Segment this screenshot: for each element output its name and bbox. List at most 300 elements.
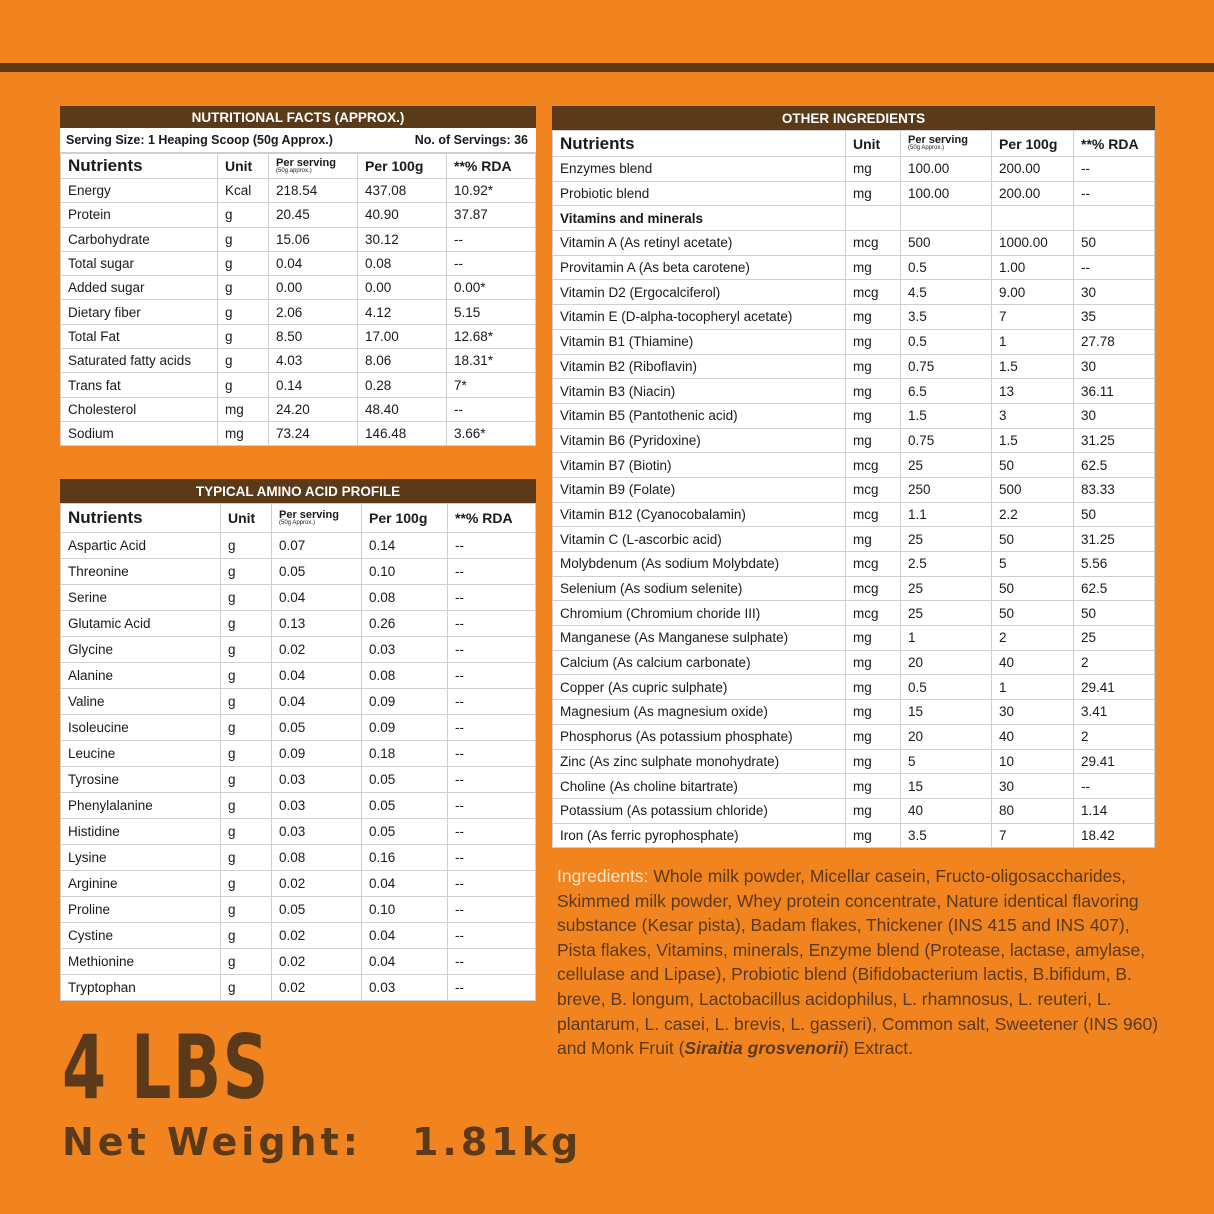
table-row: [553, 749, 1155, 774]
table-row: [553, 329, 1155, 354]
col-rda: **% RDA: [1074, 131, 1155, 157]
unit: g: [221, 689, 272, 715]
per-serving: 3.5: [901, 823, 992, 848]
nutrient-name: Vitamin B12 (Cyanocobalamin): [553, 502, 846, 527]
per-100g: [992, 206, 1074, 231]
unit: g: [218, 300, 269, 324]
nutrient-name: Proline: [61, 897, 221, 923]
rda: 5.56: [1074, 552, 1155, 577]
per-serving: 0.02: [272, 637, 362, 663]
per-100g: 7: [992, 823, 1074, 848]
rda: --: [448, 611, 536, 637]
per-100g: 0.05: [362, 819, 448, 845]
rda: --: [447, 251, 536, 275]
per-serving: 25: [901, 527, 992, 552]
per-100g: 48.40: [358, 397, 447, 421]
col-rda: **% RDA: [447, 154, 536, 179]
rda: 50: [1074, 231, 1155, 256]
rda: 2: [1074, 650, 1155, 675]
rda: 62.5: [1074, 576, 1155, 601]
rda: 0.00*: [447, 276, 536, 300]
nutrient-name: Total sugar: [61, 251, 218, 275]
amino-acid-panel: [60, 479, 536, 1001]
per-serving: 0.00: [269, 276, 358, 300]
table-row: [553, 552, 1155, 577]
per-serving: 40: [901, 798, 992, 823]
nutrient-name: Vitamin D2 (Ergocalciferol): [553, 280, 846, 305]
unit: mg: [218, 421, 269, 445]
per-100g: 200.00: [992, 181, 1074, 206]
nutrient-name: Leucine: [61, 741, 221, 767]
other-ingredients-table: [552, 130, 1155, 848]
col-nutrients: Nutrients: [553, 131, 846, 157]
ingredients-tail: ) Extract.: [842, 1038, 913, 1059]
per-serving: 0.03: [272, 767, 362, 793]
per-100g: 1000.00: [992, 231, 1074, 256]
per-100g: 0.10: [362, 897, 448, 923]
table-row: [553, 206, 1155, 231]
nutritional-facts-table: [60, 153, 536, 446]
table-row: [61, 585, 536, 611]
unit: mg: [846, 700, 901, 725]
nutrient-name: Vitamins and minerals: [553, 206, 846, 231]
per-serving: 20.45: [269, 203, 358, 227]
table-row: [61, 949, 536, 975]
col-per-100g: Per 100g: [358, 154, 447, 179]
unit: mg: [846, 749, 901, 774]
nutrient-name: Zinc (As zinc sulphate monohydrate): [553, 749, 846, 774]
table-row: [61, 533, 536, 559]
unit: mcg: [846, 502, 901, 527]
table-row: [61, 637, 536, 663]
table-row: [61, 897, 536, 923]
unit: g: [221, 585, 272, 611]
per-100g: 3: [992, 403, 1074, 428]
table-row: [553, 255, 1155, 280]
per-serving: 0.02: [272, 871, 362, 897]
per-100g: 0.03: [362, 975, 448, 1001]
per-serving: 73.24: [269, 421, 358, 445]
per-100g: 40: [992, 650, 1074, 675]
per-serving-label: Per serving: [908, 134, 968, 146]
nutrient-name: Enzymes blend: [553, 157, 846, 182]
rda: 30: [1074, 354, 1155, 379]
nutrient-name: Vitamin B2 (Riboflavin): [553, 354, 846, 379]
per-100g: 1.5: [992, 428, 1074, 453]
per-serving: 25: [901, 453, 992, 478]
nutrient-name: Potassium (As potassium chloride): [553, 798, 846, 823]
per-serving: 1: [901, 626, 992, 651]
per-serving: 15: [901, 700, 992, 725]
rda: 3.66*: [447, 421, 536, 445]
table-row: [553, 527, 1155, 552]
nutrient-name: Vitamin B5 (Pantothenic acid): [553, 403, 846, 428]
nutrient-name: Methionine: [61, 949, 221, 975]
nutrient-name: Threonine: [61, 559, 221, 585]
col-per-100g: Per 100g: [362, 504, 448, 533]
amino-acid-table: [60, 503, 536, 1001]
servings-count: No. of Servings: 36: [414, 133, 528, 147]
unit: g: [221, 845, 272, 871]
per-100g: 0.04: [362, 871, 448, 897]
per-serving: 4.03: [269, 349, 358, 373]
per-100g: 0.04: [362, 949, 448, 975]
unit: mg: [846, 823, 901, 848]
per-100g: 2: [992, 626, 1074, 651]
unit: mcg: [846, 453, 901, 478]
unit: mg: [846, 305, 901, 330]
per-serving: 4.5: [901, 280, 992, 305]
table-row: [553, 403, 1155, 428]
rda: --: [448, 663, 536, 689]
table-row: [553, 453, 1155, 478]
nutrient-name: Tryptophan: [61, 975, 221, 1001]
nutrient-name: Vitamin A (As retinyl acetate): [553, 231, 846, 256]
table-row: [61, 300, 536, 324]
per-100g: 9.00: [992, 280, 1074, 305]
rda: --: [448, 923, 536, 949]
rda: --: [1074, 181, 1155, 206]
per-100g: 40: [992, 724, 1074, 749]
per-serving: 0.03: [272, 819, 362, 845]
per-100g: 0.16: [362, 845, 448, 871]
unit: g: [221, 793, 272, 819]
other-ingredients-title: OTHER INGREDIENTS: [552, 106, 1155, 130]
col-per-serving: [901, 131, 992, 157]
table-row: [61, 559, 536, 585]
per-100g: 17.00: [358, 324, 447, 348]
nutrient-name: Probiotic blend: [553, 181, 846, 206]
unit: g: [221, 559, 272, 585]
per-100g: 0.04: [362, 923, 448, 949]
unit: mg: [846, 354, 901, 379]
nutrient-name: Sodium: [61, 421, 218, 445]
rda: 62.5: [1074, 453, 1155, 478]
per-serving: 0.13: [272, 611, 362, 637]
col-per-serving: [272, 504, 362, 533]
nutrient-name: Lysine: [61, 845, 221, 871]
unit: mg: [846, 428, 901, 453]
table-row: [61, 179, 536, 203]
per-100g: 0.10: [362, 559, 448, 585]
table-header-row: [61, 504, 536, 533]
per-100g: 50: [992, 601, 1074, 626]
unit: mg: [846, 255, 901, 280]
per-100g: 437.08: [358, 179, 447, 203]
per-serving: 0.75: [901, 354, 992, 379]
nutrient-name: Vitamin B9 (Folate): [553, 477, 846, 502]
unit: Kcal: [218, 179, 269, 203]
nutrient-name: Aspartic Acid: [61, 533, 221, 559]
table-row: [61, 715, 536, 741]
nutrient-name: Calcium (As calcium carbonate): [553, 650, 846, 675]
nutrient-name: Glycine: [61, 637, 221, 663]
rda: --: [1074, 774, 1155, 799]
nutrient-name: Total Fat: [61, 324, 218, 348]
nutrient-name: Tyrosine: [61, 767, 221, 793]
per-serving: 0.04: [272, 585, 362, 611]
rda: --: [1074, 255, 1155, 280]
nutrient-name: Valine: [61, 689, 221, 715]
rda: 31.25: [1074, 527, 1155, 552]
table-row: [553, 700, 1155, 725]
unit: mg: [846, 181, 901, 206]
table-row: [61, 227, 536, 251]
per-100g: 2.2: [992, 502, 1074, 527]
nutrient-name: Selenium (As sodium selenite): [553, 576, 846, 601]
table-row: [61, 923, 536, 949]
rda: --: [448, 715, 536, 741]
per-serving: 250: [901, 477, 992, 502]
per-100g: 8.06: [358, 349, 447, 373]
rda: --: [448, 975, 536, 1001]
table-row: [61, 324, 536, 348]
per-100g: 0.08: [362, 585, 448, 611]
table-row: [553, 650, 1155, 675]
nutrient-name: Manganese (As Manganese sulphate): [553, 626, 846, 651]
unit: mg: [846, 157, 901, 182]
per-serving: 0.5: [901, 675, 992, 700]
nutrient-name: Alanine: [61, 663, 221, 689]
table-row: [61, 276, 536, 300]
per-serving: 0.05: [272, 559, 362, 585]
per-100g: 50: [992, 576, 1074, 601]
rda: 37.87: [447, 203, 536, 227]
unit: g: [218, 203, 269, 227]
nutrient-name: Trans fat: [61, 373, 218, 397]
unit: mcg: [846, 552, 901, 577]
unit: g: [221, 767, 272, 793]
table-row: [61, 793, 536, 819]
serving-size: Serving Size: 1 Heaping Scoop (50g Approx.): [66, 133, 333, 147]
rda: 50: [1074, 601, 1155, 626]
per-100g: 5: [992, 552, 1074, 577]
per-serving-label: Per serving: [279, 508, 339, 521]
rda: --: [448, 793, 536, 819]
unit: mcg: [846, 280, 901, 305]
per-serving: 218.54: [269, 179, 358, 203]
table-row: [61, 349, 536, 373]
nutrient-name: Vitamin B1 (Thiamine): [553, 329, 846, 354]
table-row: [553, 231, 1155, 256]
per-serving-label: Per serving: [276, 156, 336, 169]
table-row: [553, 157, 1155, 182]
per-serving: 0.07: [272, 533, 362, 559]
unit: mcg: [846, 601, 901, 626]
per-100g: 13: [992, 379, 1074, 404]
per-serving: 0.02: [272, 949, 362, 975]
top-divider-bar: [0, 63, 1214, 72]
unit: g: [221, 949, 272, 975]
table-row: [553, 626, 1155, 651]
nutrient-name: Vitamin B3 (Niacin): [553, 379, 846, 404]
nutrient-name: Carbohydrate: [61, 227, 218, 251]
nutrient-name: Isoleucine: [61, 715, 221, 741]
per-serving: 0.09: [272, 741, 362, 767]
rda: 3.41: [1074, 700, 1155, 725]
per-100g: 0.28: [358, 373, 447, 397]
per-100g: 0.18: [362, 741, 448, 767]
per-100g: 200.00: [992, 157, 1074, 182]
col-per-serving: [269, 154, 358, 179]
per-serving: 1.5: [901, 403, 992, 428]
unit: g: [221, 741, 272, 767]
per-serving: 0.5: [901, 329, 992, 354]
per-serving: 20: [901, 650, 992, 675]
per-100g: 1.00: [992, 255, 1074, 280]
per-100g: 0.26: [362, 611, 448, 637]
rda: 36.11: [1074, 379, 1155, 404]
nutrient-name: Saturated fatty acids: [61, 349, 218, 373]
unit: mg: [846, 329, 901, 354]
nutrient-name: Copper (As cupric sulphate): [553, 675, 846, 700]
per-serving: 0.08: [272, 845, 362, 871]
table-row: [553, 305, 1155, 330]
rda: --: [448, 559, 536, 585]
unit: mg: [846, 527, 901, 552]
table-row: [61, 373, 536, 397]
rda: 18.42: [1074, 823, 1155, 848]
rda: 50: [1074, 502, 1155, 527]
rda: --: [447, 227, 536, 251]
per-100g: 10: [992, 749, 1074, 774]
table-row: [553, 181, 1155, 206]
nutrient-name: Cystine: [61, 923, 221, 949]
rda: --: [448, 897, 536, 923]
per-serving: 3.5: [901, 305, 992, 330]
table-header-row: [61, 154, 536, 179]
rda: --: [1074, 157, 1155, 182]
rda: 18.31*: [447, 349, 536, 373]
unit: mcg: [846, 231, 901, 256]
unit: g: [218, 227, 269, 251]
nutrient-name: Histidine: [61, 819, 221, 845]
rda: --: [448, 689, 536, 715]
rda: 2: [1074, 724, 1155, 749]
table-row: [553, 354, 1155, 379]
rda: 29.41: [1074, 675, 1155, 700]
per-100g: 0.00: [358, 276, 447, 300]
per-100g: 1: [992, 329, 1074, 354]
serving-info: [60, 128, 536, 153]
rda: [1074, 206, 1155, 231]
unit: g: [221, 871, 272, 897]
col-per-100g: Per 100g: [992, 131, 1074, 157]
unit: g: [218, 324, 269, 348]
table-row: [553, 502, 1155, 527]
rda: --: [448, 585, 536, 611]
per-100g: 0.03: [362, 637, 448, 663]
ingredients-label: Ingredients:: [557, 866, 649, 886]
rda: --: [448, 637, 536, 663]
table-row: [61, 741, 536, 767]
per-100g: 7: [992, 305, 1074, 330]
rda: --: [447, 397, 536, 421]
rda: 29.41: [1074, 749, 1155, 774]
rda: 1.14: [1074, 798, 1155, 823]
per-100g: 0.09: [362, 715, 448, 741]
per-serving-note: (50g approx.): [276, 167, 312, 174]
col-nutrients: Nutrients: [61, 154, 218, 179]
col-unit: Unit: [846, 131, 901, 157]
table-row: [553, 280, 1155, 305]
per-100g: 1: [992, 675, 1074, 700]
col-nutrients: Nutrients: [61, 504, 221, 533]
per-serving: 100.00: [901, 181, 992, 206]
per-100g: 30: [992, 700, 1074, 725]
nutrient-name: Vitamin C (L-ascorbic acid): [553, 527, 846, 552]
rda: 31.25: [1074, 428, 1155, 453]
unit: g: [221, 819, 272, 845]
table-row: [553, 798, 1155, 823]
table-row: [553, 576, 1155, 601]
col-unit: Unit: [218, 154, 269, 179]
nutrient-name: Protein: [61, 203, 218, 227]
col-rda: **% RDA: [448, 504, 536, 533]
unit: g: [221, 923, 272, 949]
per-serving: 0.05: [272, 715, 362, 741]
nutrient-name: Dietary fiber: [61, 300, 218, 324]
rda: 27.78: [1074, 329, 1155, 354]
per-100g: 30.12: [358, 227, 447, 251]
table-row: [553, 774, 1155, 799]
table-row: [553, 601, 1155, 626]
per-serving: 6.5: [901, 379, 992, 404]
rda: 83.33: [1074, 477, 1155, 502]
per-serving: 0.5: [901, 255, 992, 280]
per-serving: 15.06: [269, 227, 358, 251]
table-row: [61, 203, 536, 227]
table-row: [553, 379, 1155, 404]
unit: g: [221, 637, 272, 663]
per-serving: 2.06: [269, 300, 358, 324]
unit: mg: [846, 675, 901, 700]
ingredients-species: Siraitia grosvenorii: [684, 1038, 843, 1059]
nutrient-name: Arginine: [61, 871, 221, 897]
per-serving: 0.04: [272, 689, 362, 715]
rda: --: [448, 533, 536, 559]
rda: --: [448, 871, 536, 897]
table-row: [553, 675, 1155, 700]
per-100g: 500: [992, 477, 1074, 502]
nutrient-name: Serine: [61, 585, 221, 611]
table-row: [553, 428, 1155, 453]
nutrient-name: Added sugar: [61, 276, 218, 300]
per-100g: 0.08: [362, 663, 448, 689]
unit: [846, 206, 901, 231]
unit: mcg: [846, 576, 901, 601]
other-ingredients-panel: [552, 106, 1155, 848]
nutrient-name: Magnesium (As magnesium oxide): [553, 700, 846, 725]
unit: mg: [846, 379, 901, 404]
per-serving: 5: [901, 749, 992, 774]
nutrient-name: Cholesterol: [61, 397, 218, 421]
col-unit: Unit: [221, 504, 272, 533]
rda: --: [448, 767, 536, 793]
rda: --: [448, 845, 536, 871]
nutrient-name: Molybdenum (As sodium Molybdate): [553, 552, 846, 577]
unit: mg: [218, 397, 269, 421]
unit: g: [221, 663, 272, 689]
rda: 30: [1074, 403, 1155, 428]
unit: g: [221, 611, 272, 637]
net-weight: [62, 1120, 582, 1164]
table-row: [61, 251, 536, 275]
nutrient-name: Phosphorus (As potassium phosphate): [553, 724, 846, 749]
per-serving: 0.03: [272, 793, 362, 819]
table-row: [61, 689, 536, 715]
per-100g: 0.05: [362, 793, 448, 819]
